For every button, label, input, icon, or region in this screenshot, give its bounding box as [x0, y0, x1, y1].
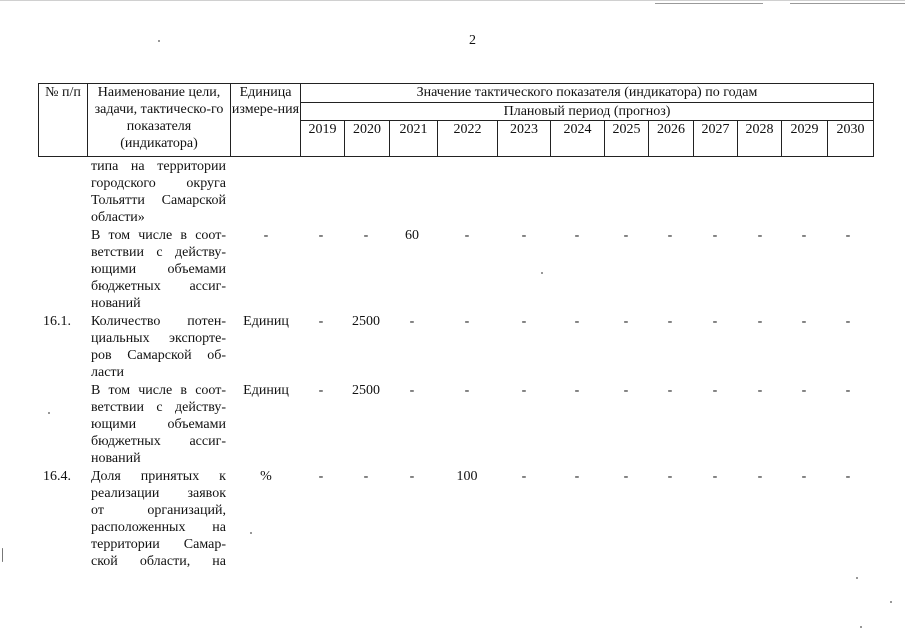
- row-value-2022: -: [464, 383, 470, 398]
- row-value-2028: -: [757, 469, 763, 484]
- scan-line: [790, 3, 905, 4]
- row-value-2019: -: [318, 228, 324, 243]
- row-description-line: нований: [91, 296, 141, 311]
- header-num: № п/п: [39, 84, 88, 157]
- row-description-line: Тольятти Самарской: [91, 193, 226, 208]
- header-plan: Плановый период (прогноз): [301, 103, 874, 121]
- row-value-2025: -: [623, 228, 629, 243]
- scan-speck: [250, 532, 252, 534]
- row-value-2027: -: [712, 314, 718, 329]
- row-value-2030: -: [845, 469, 851, 484]
- row-value-2020: -: [363, 469, 369, 484]
- row-description-line: Количество потен-: [91, 314, 226, 329]
- header-value: Значение тактического показателя (индикатора) по годам: [301, 84, 874, 103]
- header-year: 2022: [438, 121, 498, 157]
- row-description-line: бюджетных ассиг-: [91, 434, 226, 449]
- row-value-2028: -: [757, 383, 763, 398]
- row-value-2030: -: [845, 228, 851, 243]
- row-value-2026: -: [667, 228, 673, 243]
- scan-line: [655, 3, 763, 4]
- row-value-2024: -: [574, 228, 580, 243]
- row-description-line: бюджетных ассиг-: [91, 279, 226, 294]
- row-value-2019: -: [318, 314, 324, 329]
- row-value-2019: -: [318, 469, 324, 484]
- row-value-2024: -: [574, 469, 580, 484]
- row-value-2030: -: [845, 383, 851, 398]
- scan-speck: [856, 577, 858, 579]
- header-year: 2028: [738, 121, 782, 157]
- row-value-2025: -: [623, 314, 629, 329]
- row-value-2021: 60: [405, 228, 419, 243]
- row-description-line: В том числе в соот-: [91, 383, 226, 398]
- row-description-line: циальных экспорте-: [91, 331, 226, 346]
- row-description-line: В том числе в соот-: [91, 228, 226, 243]
- row-value-2022: -: [464, 314, 470, 329]
- row-value-2025: -: [623, 469, 629, 484]
- row-value-2021: -: [409, 314, 415, 329]
- row-number: 16.4.: [43, 469, 71, 484]
- row-value-2027: -: [712, 469, 718, 484]
- row-description-line: расположенных на: [91, 520, 226, 535]
- row-value-2026: -: [667, 383, 673, 398]
- row-unit: %: [260, 469, 272, 484]
- row-unit: -: [263, 228, 269, 243]
- row-value-2023: -: [521, 383, 527, 398]
- row-description-line: ветствии с действу-: [91, 245, 226, 260]
- header-year: 2025: [605, 121, 649, 157]
- row-value-2027: -: [712, 228, 718, 243]
- row-value-2029: -: [801, 314, 807, 329]
- row-value-2030: -: [845, 314, 851, 329]
- row-value-2019: -: [318, 383, 324, 398]
- row-value-2026: -: [667, 314, 673, 329]
- row-value-2028: -: [757, 228, 763, 243]
- row-value-2021: -: [409, 383, 415, 398]
- row-value-2029: -: [801, 383, 807, 398]
- row-value-2020: -: [363, 228, 369, 243]
- row-description-line: ветствии с действу-: [91, 400, 226, 415]
- header-year: 2026: [649, 121, 694, 157]
- row-value-2022: 100: [456, 469, 478, 484]
- row-description-line: ласти: [91, 365, 125, 380]
- header-year: 2030: [828, 121, 874, 157]
- row-value-2026: -: [667, 469, 673, 484]
- row-value-2023: -: [521, 314, 527, 329]
- scan-speck: [860, 626, 862, 628]
- header-year: 2029: [782, 121, 828, 157]
- header-year: 2024: [551, 121, 605, 157]
- row-value-2025: -: [623, 383, 629, 398]
- indicator-table-header: [38, 83, 874, 157]
- row-value-2023: -: [521, 228, 527, 243]
- header-year: 2027: [694, 121, 738, 157]
- row-value-2023: -: [521, 469, 527, 484]
- row-value-2020: 2500: [352, 314, 380, 329]
- scan-speck: [890, 601, 892, 603]
- row-value-2020: 2500: [352, 383, 380, 398]
- page-number: 2: [469, 33, 476, 48]
- row-description-line: от организаций,: [91, 503, 226, 518]
- row-unit: Единиц: [243, 383, 289, 398]
- scan-edge: [0, 0, 905, 1]
- header-year: 2021: [390, 121, 438, 157]
- header-year: 2020: [345, 121, 390, 157]
- row-value-2028: -: [757, 314, 763, 329]
- scan-speck: [158, 40, 160, 42]
- row-description-line: Доля принятых к: [91, 469, 226, 484]
- scan-speck: [2, 548, 3, 562]
- row-value-2024: -: [574, 314, 580, 329]
- row-description-line: ров Самарской об-: [91, 348, 226, 363]
- row-value-2027: -: [712, 383, 718, 398]
- row-unit: Единиц: [243, 314, 289, 329]
- header-unit: Единица измере-ния: [231, 84, 301, 157]
- row-description-line: реализации заявок: [91, 486, 226, 501]
- row-value-2022: -: [464, 228, 470, 243]
- row-description-line: нований: [91, 451, 141, 466]
- row-value-2029: -: [801, 469, 807, 484]
- row-description-line: области»: [91, 210, 145, 225]
- row-description-line: ской области, на: [91, 554, 226, 569]
- row-value-2021: -: [409, 469, 415, 484]
- header-year: 2023: [498, 121, 551, 157]
- row-description-line: ющими объемами: [91, 262, 226, 277]
- row-description-line: городского округа: [91, 176, 226, 191]
- row-description-line: ющими объемами: [91, 417, 226, 432]
- header-year: 2019: [301, 121, 345, 157]
- scan-speck: [541, 272, 543, 274]
- row-description-line: территории Самар-: [91, 537, 226, 552]
- header-name: Наименование цели, задачи, тактическо-го показателя (индикатора): [88, 84, 231, 157]
- row-description-line: типа на территории: [91, 159, 226, 174]
- scan-speck: [48, 412, 50, 414]
- row-number: 16.1.: [43, 314, 71, 329]
- row-value-2029: -: [801, 228, 807, 243]
- row-value-2024: -: [574, 383, 580, 398]
